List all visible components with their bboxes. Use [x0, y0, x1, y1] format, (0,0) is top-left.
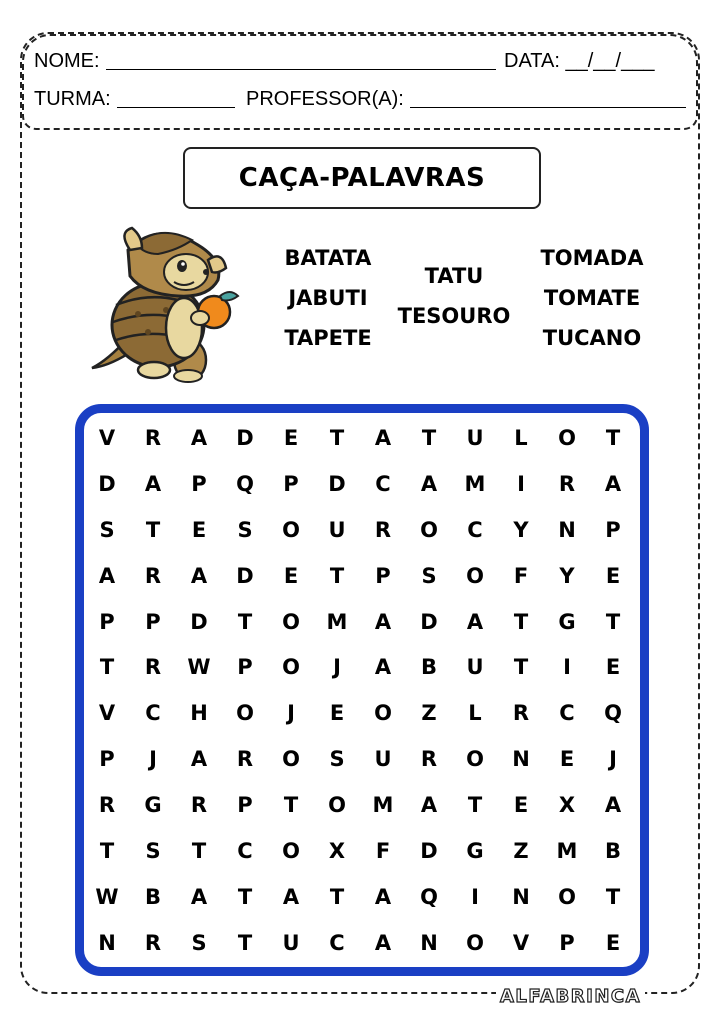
grid-letter[interactable]: T [421, 425, 437, 450]
word-bank-item: JABUTI [288, 286, 368, 310]
grid-letter[interactable]: A [98, 563, 116, 588]
grid-letter[interactable]: T [513, 655, 529, 680]
grid-letter[interactable]: T [191, 838, 207, 863]
grid-letter[interactable]: P [283, 471, 299, 496]
grid-letter[interactable]: A [420, 793, 438, 818]
grid-letter[interactable]: O [374, 701, 392, 726]
grid-letter[interactable]: E [329, 701, 345, 726]
grid-letter[interactable]: F [513, 563, 529, 588]
grid-letter[interactable]: T [283, 793, 299, 818]
armadillo-illustration [88, 210, 248, 385]
grid-letter[interactable]: A [466, 609, 484, 634]
word-bank-item: TESOURO [397, 304, 511, 328]
grid-letter[interactable]: Y [513, 517, 529, 542]
grid-letter[interactable]: A [144, 471, 162, 496]
class-row [34, 88, 241, 111]
grid-letter[interactable]: G [558, 609, 576, 634]
grid-letter[interactable]: A [420, 471, 438, 496]
grid-letter[interactable]: S [237, 517, 253, 542]
grid-letter[interactable]: L [514, 425, 528, 450]
grid-letter[interactable]: E [283, 563, 299, 588]
grid-letter[interactable]: P [145, 609, 161, 634]
grid-letter[interactable]: X [558, 793, 576, 818]
grid-letter[interactable]: C [145, 701, 161, 726]
grid-letter[interactable]: O [282, 655, 300, 680]
grid-letter[interactable]: T [237, 609, 253, 634]
word-bank-item: TAPETE [284, 326, 372, 350]
grid-letter[interactable]: P [605, 517, 621, 542]
grid-letter[interactable]: O [236, 701, 254, 726]
grid-letter[interactable]: D [236, 563, 254, 588]
grid-letter[interactable]: P [99, 747, 115, 772]
grid-letter[interactable]: O [466, 563, 484, 588]
grid-letter[interactable]: C [559, 701, 575, 726]
name-row [34, 50, 502, 73]
grid-letter[interactable]: T [605, 884, 621, 909]
grid-letter[interactable]: I [471, 884, 479, 909]
grid-letter[interactable]: U [466, 655, 484, 680]
grid-letter[interactable]: O [466, 930, 484, 955]
grid-letter[interactable]: P [237, 655, 253, 680]
grid-letter[interactable]: M [372, 793, 394, 818]
grid-letter[interactable]: G [144, 793, 162, 818]
grid-letter[interactable]: V [98, 425, 116, 450]
grid-letter[interactable]: E [513, 793, 529, 818]
grid-letter[interactable]: M [556, 838, 578, 863]
grid-letter[interactable]: A [190, 747, 208, 772]
grid-letter[interactable]: B [420, 655, 437, 680]
grid-letter[interactable]: J [333, 655, 341, 680]
grid-letter[interactable]: H [190, 701, 208, 726]
grid-letter[interactable]: W [187, 655, 211, 680]
student-info-header [22, 34, 698, 130]
grid-letter[interactable]: P [375, 563, 391, 588]
grid-letter[interactable]: C [467, 517, 483, 542]
grid-letter[interactable]: N [98, 930, 116, 955]
grid-letter[interactable]: R [144, 563, 162, 588]
grid-letter[interactable]: A [374, 884, 392, 909]
grid-letter[interactable]: J [609, 747, 617, 772]
word-bank-item: TUCANO [542, 326, 642, 350]
grid-letter[interactable]: M [464, 471, 486, 496]
grid-letter[interactable]: P [99, 609, 115, 634]
grid-letter[interactable]: J [149, 747, 157, 772]
word-bank-column-3 [524, 238, 660, 358]
grid-letter[interactable]: V [98, 701, 116, 726]
grid-letter[interactable]: U [374, 747, 392, 772]
grid-letter[interactable]: R [374, 517, 392, 542]
word-bank-column-2 [392, 256, 516, 336]
grid-letter[interactable]: T [513, 609, 529, 634]
grid-letter[interactable]: U [466, 425, 484, 450]
grid-letter[interactable]: S [145, 838, 161, 863]
grid-letter[interactable]: T [329, 884, 345, 909]
grid-letter[interactable]: I [517, 471, 525, 496]
grid-letter[interactable]: S [99, 517, 115, 542]
grid-letter[interactable]: T [145, 517, 161, 542]
grid-letter[interactable]: N [512, 884, 530, 909]
grid-letter[interactable]: O [328, 793, 346, 818]
grid-letter[interactable]: A [190, 884, 208, 909]
grid-letter[interactable]: A [282, 884, 300, 909]
grid-letter[interactable]: Z [513, 838, 529, 863]
grid-letter[interactable]: N [512, 747, 530, 772]
grid-letter[interactable]: M [326, 609, 348, 634]
grid-letter[interactable]: X [328, 838, 346, 863]
grid-letter[interactable]: G [466, 838, 484, 863]
grid-letter[interactable]: U [282, 930, 300, 955]
class-field[interactable] [117, 89, 235, 108]
page-title: CAÇA-PALAVRAS [183, 147, 541, 209]
grid-letter[interactable]: E [283, 425, 299, 450]
grid-letter[interactable]: R [144, 930, 162, 955]
grid-letter[interactable]: S [421, 563, 437, 588]
grid-letter[interactable]: R [558, 471, 576, 496]
grid-letter[interactable]: O [282, 838, 300, 863]
grid-letter[interactable]: I [563, 655, 571, 680]
grid-letter[interactable]: O [558, 425, 576, 450]
grid-letter[interactable]: A [374, 609, 392, 634]
grid-letter[interactable]: P [559, 930, 575, 955]
grid-letter[interactable]: R [512, 701, 530, 726]
grid-letter[interactable]: E [191, 517, 207, 542]
grid-letter[interactable]: E [605, 563, 621, 588]
grid-letter[interactable]: O [558, 884, 576, 909]
grid-letter[interactable]: Q [604, 701, 622, 726]
grid-letter[interactable]: C [375, 471, 391, 496]
grid-letter[interactable]: A [190, 563, 208, 588]
word-bank-item: TATU [424, 264, 484, 288]
grid-letter[interactable]: T [237, 884, 253, 909]
grid-letter[interactable]: B [144, 884, 161, 909]
grid-letter[interactable]: T [329, 563, 345, 588]
word-bank-item: TOMATE [543, 286, 641, 310]
grid-letter[interactable]: P [191, 471, 207, 496]
grid-letter[interactable]: D [420, 838, 438, 863]
name-field[interactable] [106, 51, 496, 70]
grid-letter[interactable]: A [604, 793, 622, 818]
grid-letter[interactable]: T [329, 425, 345, 450]
teacher-field[interactable] [410, 89, 686, 108]
grid-letter[interactable]: F [375, 838, 391, 863]
grid-letter[interactable]: Y [559, 563, 575, 588]
grid-letter[interactable]: E [605, 655, 621, 680]
word-search-grid [83, 415, 637, 966]
grid-letter[interactable]: R [420, 747, 438, 772]
grid-letter[interactable]: J [287, 701, 295, 726]
teacher-label: PROFESSOR(A): [246, 88, 404, 110]
grid-letter[interactable]: Q [236, 471, 254, 496]
word-bank-item: BATATA [284, 246, 372, 270]
grid-letter[interactable]: E [605, 930, 621, 955]
grid-letter[interactable]: O [466, 747, 484, 772]
grid-letter[interactable]: Z [421, 701, 437, 726]
grid-letter[interactable]: T [237, 930, 253, 955]
name-label: NOME: [34, 50, 100, 72]
class-label: TURMA: [34, 88, 111, 110]
grid-letter[interactable]: W [95, 884, 119, 909]
grid-letter[interactable]: T [99, 838, 115, 863]
word-bank-column-1 [262, 238, 394, 358]
grid-letter[interactable]: D [420, 609, 438, 634]
date-label: DATA: __/__/___ [504, 50, 655, 72]
grid-letter[interactable]: A [604, 471, 622, 496]
grid-letter[interactable]: D [328, 471, 346, 496]
grid-letter[interactable]: T [605, 425, 621, 450]
grid-letter[interactable]: R [98, 793, 116, 818]
grid-letter[interactable]: D [190, 609, 208, 634]
grid-letter[interactable]: R [236, 747, 254, 772]
grid-letter[interactable]: E [559, 747, 575, 772]
grid-letter[interactable]: C [237, 838, 253, 863]
grid-letter[interactable]: A [374, 930, 392, 955]
grid-letter[interactable]: O [282, 517, 300, 542]
grid-letter[interactable]: T [467, 793, 483, 818]
grid-letter[interactable]: R [144, 425, 162, 450]
grid-letter[interactable]: L [468, 701, 482, 726]
grid-letter[interactable]: A [190, 425, 208, 450]
grid-letter[interactable]: A [374, 655, 392, 680]
grid-letter[interactable]: R [190, 793, 208, 818]
grid-letter[interactable]: N [558, 517, 576, 542]
grid-letter[interactable]: C [329, 930, 345, 955]
brand-logo: ALFABRINCA [496, 986, 645, 1007]
grid-letter[interactable]: T [605, 609, 621, 634]
teacher-row [246, 88, 692, 111]
grid-letter[interactable]: O [282, 747, 300, 772]
grid-letter[interactable]: V [512, 930, 530, 955]
grid-letter[interactable]: A [374, 425, 392, 450]
grid-letter[interactable]: N [420, 930, 438, 955]
grid-letter[interactable]: Q [420, 884, 438, 909]
grid-letter[interactable]: S [191, 930, 207, 955]
grid-letter[interactable]: O [282, 609, 300, 634]
grid-letter[interactable]: T [99, 655, 115, 680]
grid-letter[interactable]: R [144, 655, 162, 680]
grid-letter[interactable]: B [604, 838, 621, 863]
grid-letter[interactable]: S [329, 747, 345, 772]
grid-letter[interactable]: P [237, 793, 253, 818]
grid-letter[interactable]: U [328, 517, 346, 542]
grid-letter[interactable]: O [420, 517, 438, 542]
grid-letter[interactable]: D [236, 425, 254, 450]
date-row [504, 50, 654, 73]
grid-letter[interactable]: D [98, 471, 116, 496]
word-bank-item: TOMADA [540, 246, 644, 270]
